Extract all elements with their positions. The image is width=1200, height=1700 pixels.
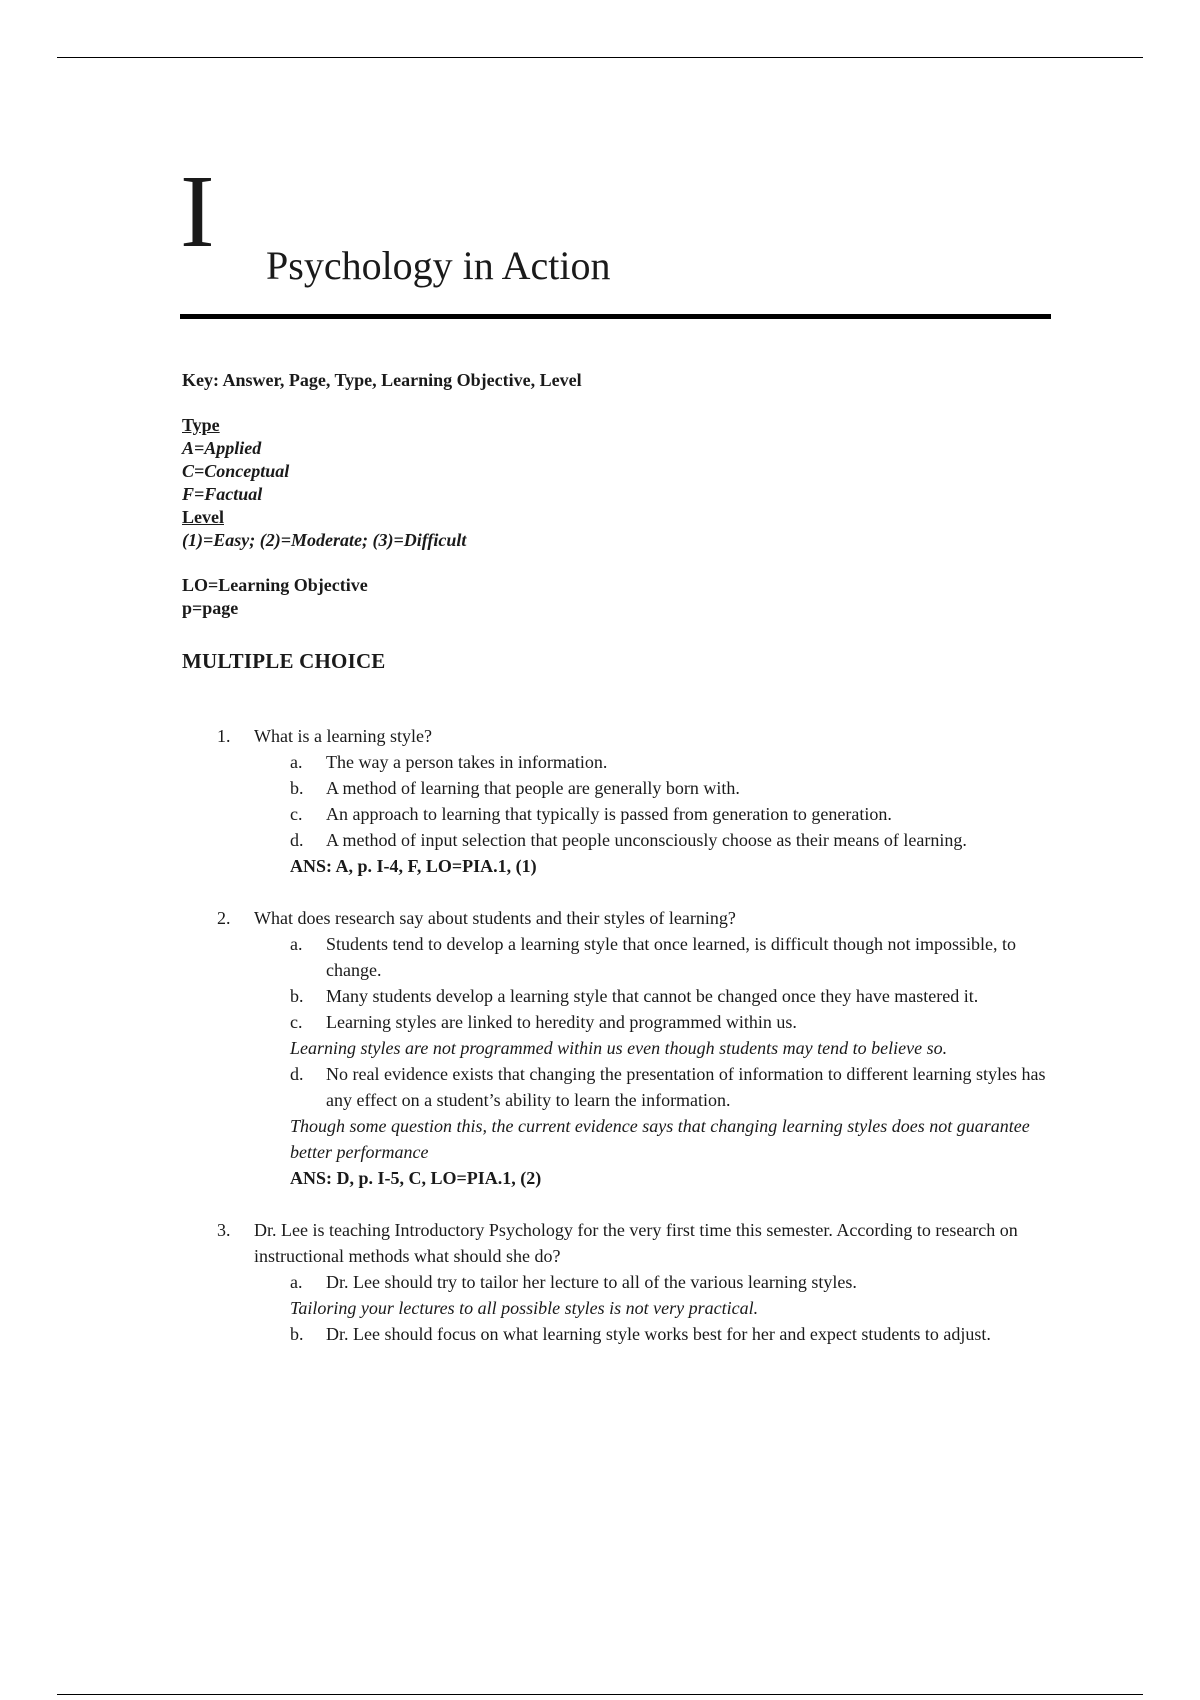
- option-text: A method of learning that people are generally born with.: [326, 778, 740, 798]
- level-label: Level: [182, 507, 224, 527]
- option-letter: b.: [290, 1324, 304, 1344]
- option-list: [290, 1061, 1052, 1113]
- option-letter: d.: [290, 830, 304, 850]
- question-2: [182, 905, 1052, 1191]
- lo-definition: LO=Learning Objective: [182, 575, 368, 595]
- bottom-rule: [57, 1694, 1143, 1695]
- chapter-rule: [180, 314, 1051, 319]
- option-list: [290, 749, 1052, 853]
- answer-line: ANS: D, p. I-5, C, LO=PIA.1, (2): [290, 1168, 542, 1188]
- key-heading: Key: Answer, Page, Type, Learning Objective, Level: [182, 370, 582, 390]
- option-letter: a.: [290, 1272, 303, 1292]
- option-letter: b.: [290, 986, 304, 1006]
- question-1: [182, 723, 1052, 879]
- answer-key-legend: [182, 369, 982, 620]
- answer-line: ANS: A, p. I-4, F, LO=PIA.1, (1): [290, 856, 537, 876]
- question-list: [182, 723, 1052, 1373]
- question-number: 1.: [217, 726, 231, 746]
- chapter-numeral: I: [180, 154, 215, 269]
- option-feedback: Learning styles are not programmed within us even though students may tend to believe so.: [290, 1038, 948, 1058]
- type-applied: A=Applied: [182, 438, 262, 458]
- option-feedback: Tailoring your lectures to all possible styles is not very practical.: [290, 1298, 759, 1318]
- page-definition: p=page: [182, 598, 239, 618]
- type-factual: F=Factual: [182, 484, 263, 504]
- section-heading: MULTIPLE CHOICE: [182, 649, 386, 673]
- option: [290, 749, 1052, 775]
- option-letter: a.: [290, 752, 303, 772]
- top-rule: [57, 57, 1143, 58]
- option-text: Dr. Lee should try to tailor her lecture to all of the various learning styles.: [326, 1272, 857, 1292]
- type-conceptual: C=Conceptual: [182, 461, 290, 481]
- question-text: What is a learning style?: [254, 726, 432, 746]
- option-text: Students tend to develop a learning style that once learned, is difficult though not impossible, to change.: [326, 934, 1017, 980]
- option-text: No real evidence exists that changing the presentation of information to different learning styles has any effect on a student’s ability to learn the information.: [326, 1064, 1046, 1110]
- option-letter: d.: [290, 1064, 304, 1084]
- option-letter: b.: [290, 778, 304, 798]
- option-text: Dr. Lee should focus on what learning style works best for her and expect students to adjust.: [326, 1324, 991, 1344]
- type-label: Type: [182, 415, 220, 435]
- chapter-header: [180, 154, 1060, 320]
- question-3: [182, 1217, 1052, 1347]
- question-text: Dr. Lee is teaching Introductory Psychology for the very first time this semester. According to research on instructional methods what should she do?: [254, 1220, 1018, 1266]
- option: [290, 931, 1052, 983]
- option-letter: a.: [290, 934, 303, 954]
- option: [290, 983, 1052, 1009]
- option: [290, 827, 1052, 853]
- option-text: Learning styles are linked to heredity and programmed within us.: [326, 1012, 797, 1032]
- option-letter: c.: [290, 1012, 303, 1032]
- question-number: 2.: [217, 908, 231, 928]
- option: [290, 1269, 1052, 1295]
- option-letter: c.: [290, 804, 303, 824]
- option: [290, 775, 1052, 801]
- option-text: The way a person takes in information.: [326, 752, 608, 772]
- option: [290, 1009, 1052, 1035]
- option-list: [290, 1269, 1052, 1295]
- option-text: An approach to learning that typically is passed from generation to generation.: [326, 804, 892, 824]
- option-feedback: Though some question this, the current evidence says that changing learning styles does not guarantee better performance: [290, 1116, 1030, 1162]
- question-text: What does research say about students and their styles of learning?: [254, 908, 736, 928]
- option-list: [290, 1321, 1052, 1347]
- chapter-title: Psychology in Action: [266, 243, 611, 288]
- question-number: 3.: [217, 1220, 231, 1240]
- option: [290, 1061, 1052, 1113]
- option-text: Many students develop a learning style that cannot be changed once they have mastered it.: [326, 986, 979, 1006]
- level-values: (1)=Easy; (2)=Moderate; (3)=Difficult: [182, 530, 467, 550]
- option: [290, 801, 1052, 827]
- option-list: [290, 931, 1052, 1035]
- option-text: A method of input selection that people unconsciously choose as their means of learning.: [326, 830, 967, 850]
- option: [290, 1321, 1052, 1347]
